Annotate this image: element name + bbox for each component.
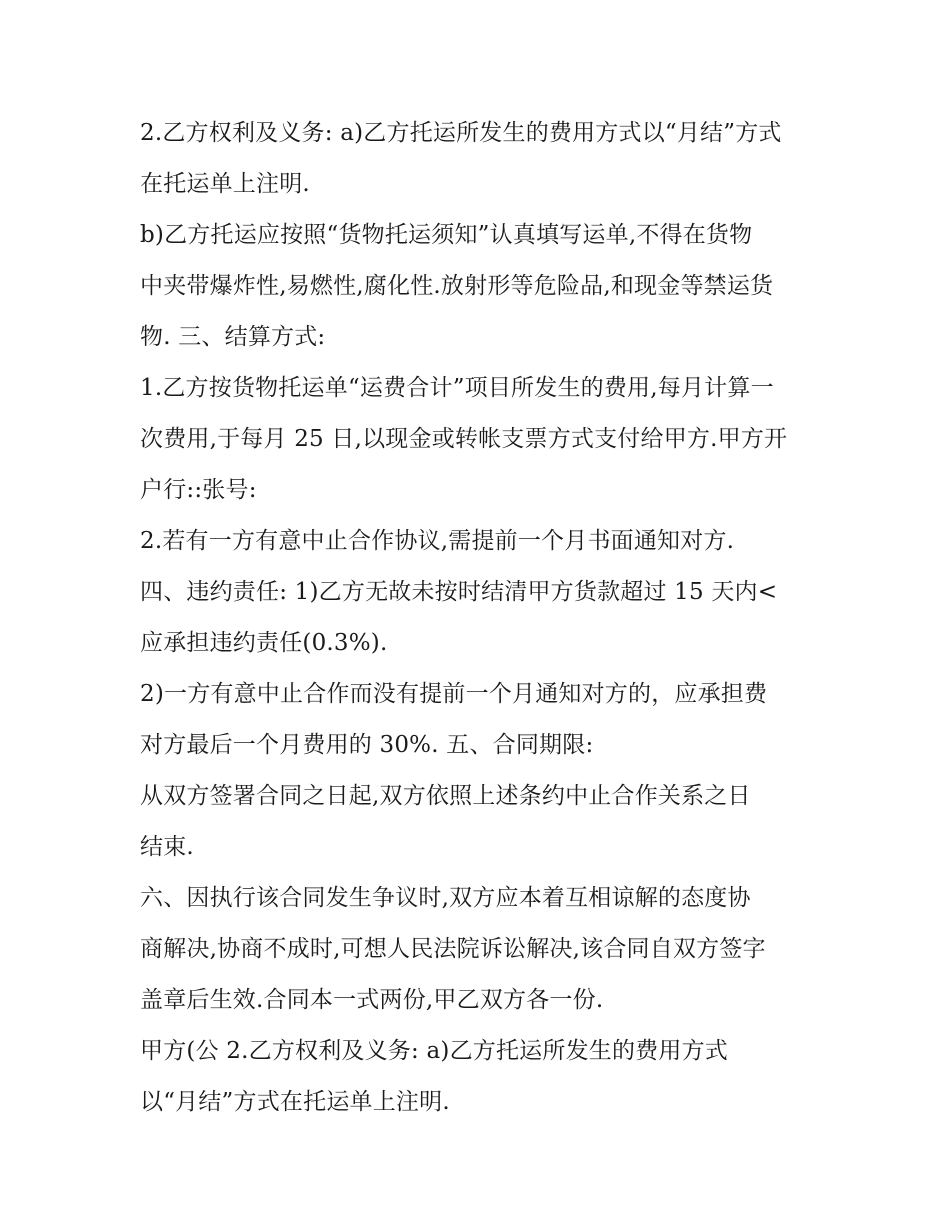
text-line: 盖章后生效.合同本一式两份,甲乙双方各一份. — [140, 987, 604, 1013]
text-line: 2)一方有意中止合作而没有提前一个月通知对方的，应承担费 — [140, 681, 768, 707]
text-line: 四、违约责任: 1)乙方无故未按时结清甲方货款超过 15 天内< — [140, 579, 778, 605]
text-line: 六、因执行该合同发生争议时,双方应本着互相谅解的态度协 — [140, 885, 751, 911]
text-line: 在托运单上注明. — [140, 171, 310, 197]
text-line: b)乙方托运应按照“货物托运须知”认真填写运单,不得在货物 — [140, 222, 753, 248]
text-line: 从双方签署合同之日起,双方依照上述条约中止合作关系之日 — [140, 783, 751, 809]
text-line: 物. 三、结算方式: — [140, 324, 326, 350]
text-line: 甲方(公 2.乙方权利及义务: a)乙方托运所发生的费用方式 — [140, 1038, 728, 1064]
text-line: 2.若有一方有意中止合作协议,需提前一个月书面通知对方. — [140, 528, 735, 554]
text-line: 以“月结”方式在托运单上注明. — [140, 1089, 450, 1115]
text-line: 商解决,协商不成时,可想人民法院诉讼解决,该合同自双方签字 — [140, 936, 766, 962]
document-body — [140, 108, 820, 1128]
text-line: 1.乙方按货物托运单“运费合计”项目所发生的费用,每月计算一 — [140, 375, 774, 401]
text-line: 应承担违约责任(0.3%). — [140, 630, 388, 656]
text-line: 户行::张号: — [140, 477, 257, 503]
text-line: 对方最后一个月费用的 30%. 五、合同期限: — [140, 732, 594, 758]
text-line: 结束. — [140, 834, 194, 860]
text-line: 次费用,于每月 25 日,以现金或转帐支票方式支付给甲方.甲方开 — [140, 426, 788, 452]
text-line: 中夹带爆炸性,易燃性,腐化性.放射形等危险品,和现金等禁运货 — [140, 273, 774, 299]
text-line: 2.乙方权利及义务: a)乙方托运所发生的费用方式以“月结”方式 — [140, 120, 782, 146]
